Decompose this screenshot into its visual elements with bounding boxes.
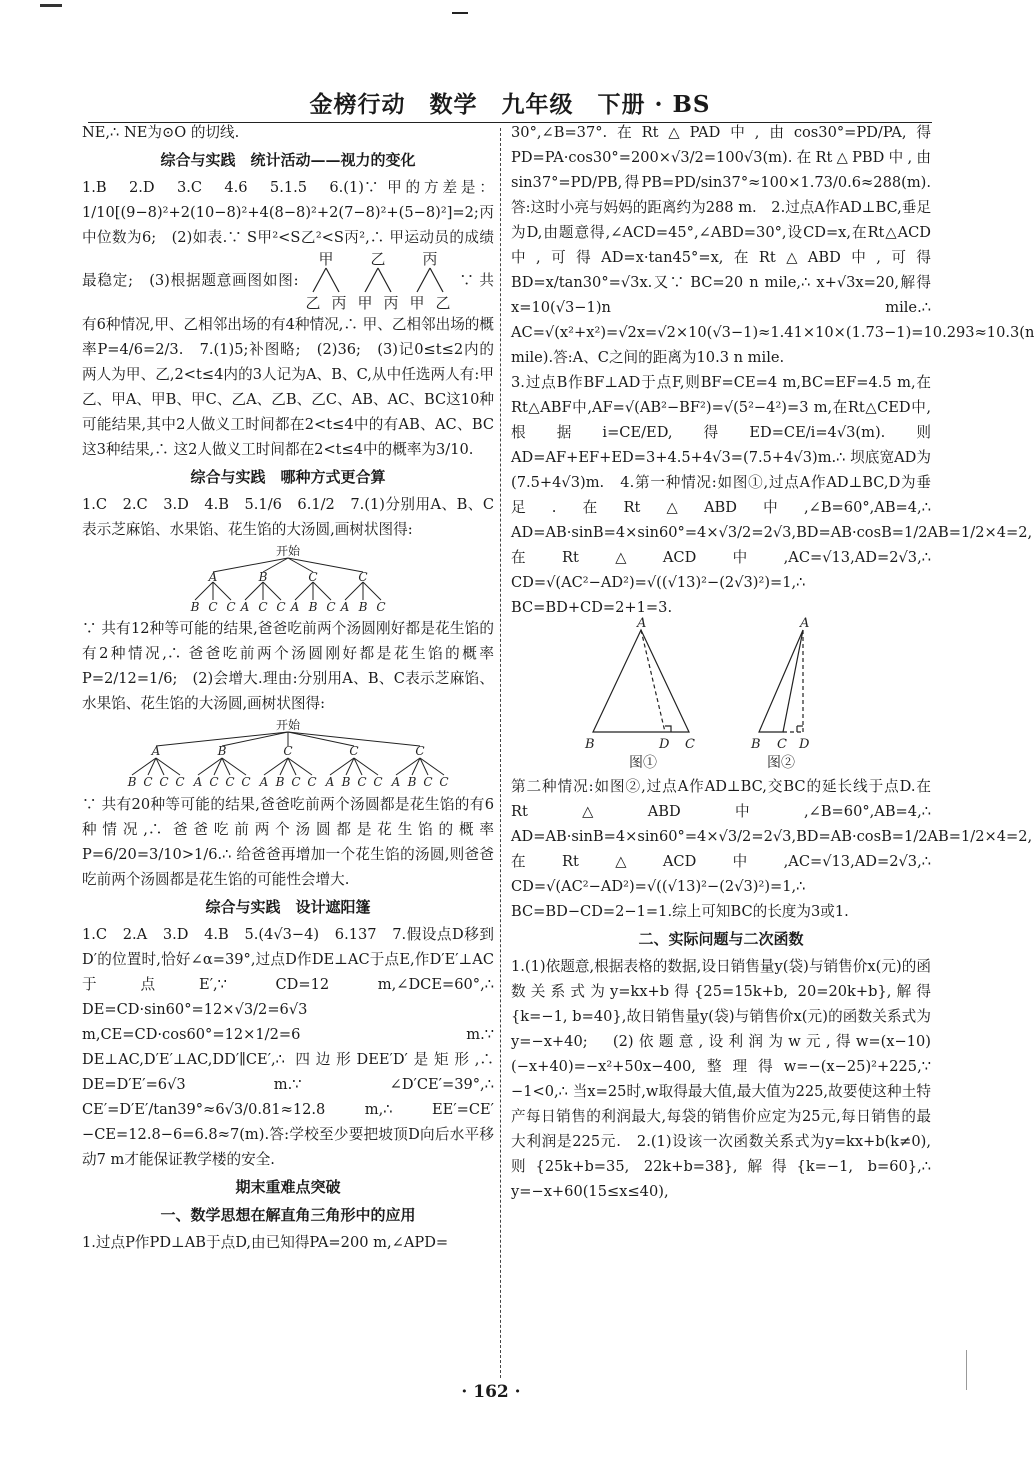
tree-leaf: A	[290, 600, 300, 614]
tree-leaf: C	[209, 775, 219, 789]
tree-bottom-label: 甲	[409, 294, 425, 312]
tree-bottom-label: 乙	[305, 294, 321, 312]
tree-leaf: C	[226, 600, 236, 614]
tree-leaf: B	[275, 775, 285, 789]
figure-caption: 图②	[767, 755, 795, 771]
tree-leaf: C	[276, 600, 286, 614]
section-title: 综合与实践 统计活动——视力的变化	[160, 151, 416, 169]
tree-node: C	[349, 744, 359, 758]
answer-text: ∵ 共有6种情况,甲、乙相邻出场的有4种情况,∴ 甲、乙相邻出场的概率P=4/6=2/3. 7.(1)5;补图略; (2)36; (3)记0≤t≤2内的两人为甲、乙,2<t≤4内的3人记为A、B、C,从中任选两人有:甲乙、甲A、甲B、甲C、乙A、乙B、乙C、AB、AC、BC这10种可能结果,其中2人做义工时间都在2<t≤4中的有AB、AC、BC这3种结果,∴ 这2人做义工时间都在2<t≤4中的概率为3/10.	[82, 272, 494, 458]
paragraph: 30°,∠B=37°.在Rt△PAD中,由cos30°=PD/PA,得PD=PA·cos30°=200×√3/2=100√3(m).在Rt△PBD中,由sin37°=PD/PB,得PB=PD/sin37°≈100×1.73/0.6≈288(m).答:这时小亮与妈妈的距离约为288 m. 2.过点A作AD⊥BC,垂足为D,由题意得,∠ACD=45°,∠ABD=30°,设CD=x,在Rt△ACD中,可得AD=x·tan45°=x,在Rt△ABD中,可得BD=x/tan30°=√3x.又∵ BC=20 n mile,∴ x+√3x=20,解得x=10(√3−1)n mile.∴ AC=√(x²+x²)=√2x=√2×10(√3−1)≈1.41×10×(1.73−1)=10.293≈10.3(n mile).答:A、C之间的距离为10.3 n mile.	[511, 124, 1034, 366]
point-label: B	[585, 737, 595, 752]
paragraph: 1.过点P作PD⊥AB于点D,由已知得PA=200 m,∠APD=	[82, 1234, 449, 1251]
paragraph: 3.过点B作BF⊥AD于点F,则BF=CE=4 m,BC=EF=4.5 m,在Rt△ABF中,AF=√(AB²−BF²)=√(5²−4²)=3 m,在Rt△CED中,根据i=CE/ED,得ED=CE/i=4√3(m).则AD=AF+EF+ED=3+4.5+4√3=(7.5+4√3)m.∴ 坝底宽AD为(7.5+4√3)m. 4.第一种情况:如图①,过点A作AD⊥BC,D为垂足.在Rt△ABD中,∠B=60°,AB=4,∴ AD=AB·sinB=4×sin60°=4×√3/2=2√3,BD=AB·cosB=1/2AB=1/2×4=2,在Rt△ACD中,AC=√13,AD=2√3,∴ CD=√(AC²−AD²)=√((√13)²−(2√3)²)=1,∴ BC=BD+CD=2+1=3.	[511, 374, 1033, 616]
tree-top-label: 丙	[422, 250, 438, 268]
tree-leaf: C	[175, 775, 185, 789]
tree-node: C	[358, 570, 368, 584]
section-title: 一、数学思想在解直角三角形中的应用	[160, 1206, 416, 1224]
tree-leaf: B	[341, 775, 351, 789]
paragraph: ∵ 共有20种等可能的结果,爸爸吃前两个汤圆都是花生馅的有6种情况,∴ 爸爸吃前两个汤圆都是花生馅的概率P=6/20=3/10>1/6.∴ 给爸爸再增加一个花生馅的汤圆,则爸爸吃前两个汤圆都是花生馅的可能性会增大.	[82, 796, 494, 888]
tree-bottom-label: 丙	[331, 294, 347, 312]
point-label: C	[777, 737, 787, 752]
tree-node: B	[217, 744, 227, 758]
tree-leaf: C	[208, 600, 218, 614]
tree-leaf: C	[241, 775, 251, 789]
tree-leaf: C	[357, 775, 367, 789]
tree-leaf: C	[225, 775, 235, 789]
tree-leaf: A	[240, 600, 250, 614]
tree-bottom-label: 乙	[435, 294, 451, 312]
tree-root-label: 开始	[275, 718, 301, 732]
tree-leaf: A	[259, 775, 269, 789]
paragraph: 1.C 2.C 3.D 4.B 5.1/6 6.1/2 7.(1)分别用A、B、C表示芝麻馅、水果馅、花生馅的大汤圆,画树状图得:	[82, 496, 494, 538]
page-header: 金榜行动 数学 九年级 下册 · BS	[309, 91, 711, 118]
paragraph: ∵ 共有12种等可能的结果,爸爸吃前两个汤圆刚好都是花生馅的有2种情况,∴ 爸爸吃前两个汤圆刚好都是花生馅的概率P=2/12=1/6; (2)会增大.理由:分别用A、B、C表示芝麻馅、水果馅、花生馅的大汤圆,画树状图得:	[82, 620, 494, 712]
left-column	[82, 120, 494, 1380]
tree-leaf: A	[325, 775, 335, 789]
tree-top-label: 乙	[370, 250, 386, 268]
tree-leaf: C	[376, 600, 386, 614]
tree-leaf: A	[391, 775, 401, 789]
tree-node: A	[151, 744, 161, 758]
scan-edge-line	[966, 1350, 967, 1390]
page-number: · 162 ·	[461, 1382, 521, 1402]
tree-root-label: 开始	[275, 544, 301, 558]
tree-leaf: C	[307, 775, 317, 789]
right-column	[511, 120, 1034, 1380]
tree-leaf: C	[291, 775, 301, 789]
tree-leaf: C	[143, 775, 153, 789]
tree-leaf: A	[340, 600, 350, 614]
tree-leaf: C	[258, 600, 268, 614]
tree-leaf: C	[439, 775, 449, 789]
section-title: 综合与实践 设计遮阳篷	[205, 898, 371, 916]
scan-mark	[40, 4, 62, 7]
arrangement-tree	[304, 250, 454, 312]
point-label: D	[799, 737, 810, 752]
answer-text: 1.B 2.D 3.C 4.6 5.1.5 6.(1)∵ 甲的方差是：1/10[(9−8)²+2(10−8)²+4(8−8)²+2(7−8)²+(5−8)²]=2;丙中位数为6; (2)如表.∵ S甲²<S乙²<S丙²,∴ 甲运动员的成绩最稳定; (3)根据题意画图如图:	[82, 179, 494, 289]
section-title: 综合与实践 哪种方式更合算	[190, 468, 386, 486]
point-label: D	[659, 737, 670, 752]
tree-bottom-label: 甲	[357, 294, 373, 312]
tree-leaf: B	[407, 775, 417, 789]
triangle-figures	[571, 616, 871, 772]
point-label: C	[685, 737, 695, 752]
tree-leaf: C	[326, 600, 336, 614]
tree-node: C	[283, 744, 293, 758]
tree-node: A	[208, 570, 218, 584]
section-title: 二、实际问题与二次函数	[638, 930, 804, 948]
tree-diagram-2	[118, 718, 458, 790]
tree-leaf: C	[373, 775, 383, 789]
tree-node: C	[308, 570, 318, 584]
figure-caption: 图①	[629, 755, 657, 771]
paragraph: NE,∴ NE为⊙O 的切线.	[82, 124, 240, 141]
tree-leaf: B	[358, 600, 368, 614]
tree-leaf: C	[423, 775, 433, 789]
tree-leaf: B	[308, 600, 318, 614]
tree-bottom-label: 丙	[383, 294, 399, 312]
tree-leaf: B	[190, 600, 200, 614]
tree-leaf: B	[127, 775, 137, 789]
point-label: A	[637, 616, 647, 631]
column-divider	[500, 128, 501, 1378]
point-label: B	[751, 737, 761, 752]
tree-top-label: 甲	[318, 250, 334, 268]
point-label: A	[800, 616, 810, 631]
section-title: 期末重难点突破	[235, 1178, 341, 1196]
tree-node: C	[415, 744, 425, 758]
paragraph: 第二种情况:如图②,过点A作AD⊥BC,交BC的延长线于点D.在Rt△ABD中,∠B=60°,AB=4,∴ AD=AB·sinB=4×sin60°=4×√3/2=2√3,BD=AB·cosB=1/2AB=1/2×4=2,在Rt△ACD中,AC=√13,AD=2√3,∴ CD=√(AC²−AD²)=√((√13)²−(2√3)²)=1,∴ BC=BD−CD=2−1=1.综上可知BC的长度为3或1.	[511, 778, 1033, 920]
paragraph	[82, 175, 494, 462]
tree-node: B	[258, 570, 268, 584]
paragraph: 1.C 2.A 3.D 4.B 5.(4√3−4) 6.137 7.假设点D移到D′的位置时,恰好∠α=39°,过点D作DE⊥AC于点E,作D′E′⊥AC于点E′,∵ CD=12 m,∠DCE=60°,∴ DE=CD·sin60°=12×√3/2=6√3 m,CE=CD·cos60°=12×1/2=6 m.∵ DE⊥AC,D′E′⊥AC,DD′∥CE′,∴ 四边形DEE′D′是矩形,∴ DE=D′E′=6√3 m.∵ ∠D′CE′=39°,∴ CE′=D′E′/tan39°≈6√3/0.81≈12.8 m,∴ EE′=CE′−CE=12.8−6=6.8≈7(m).答:学校至少要把坡顶D向后水平移动7 m才能保证教学楼的安全.	[82, 926, 494, 1168]
tree-leaf: C	[159, 775, 169, 789]
tree-diagram-1	[183, 544, 393, 614]
scan-mark	[452, 12, 468, 14]
paragraph: 1.(1)依题意,根据表格的数据,设日销售量y(袋)与销售价x(元)的函数关系式为y=kx+b得{25=15k+b, 20=20k+b},解得{k=−1, b=40},故日销售量y(袋)与销售价x(元)的函数关系式为y=−x+40; (2)依题意,设利润为w元,得w=(x−10)(−x+40)=−x²+50x−400,整理得w=−(x−25)²+225,∵ −1<0,∴ 当x=25时,w取得最大值,最大值为225,故要使这种土特产每日销售的利润最大,每袋的销售价应定为25元,每日销售的最大利润是225元. 2.(1)设该一次函数关系式为y=kx+b(k≠0),则{25k+b=35, 22k+b=38},解得{k=−1, b=60},∴ y=−x+60(15≤x≤40),	[511, 958, 931, 1200]
tree-leaf: A	[193, 775, 203, 789]
